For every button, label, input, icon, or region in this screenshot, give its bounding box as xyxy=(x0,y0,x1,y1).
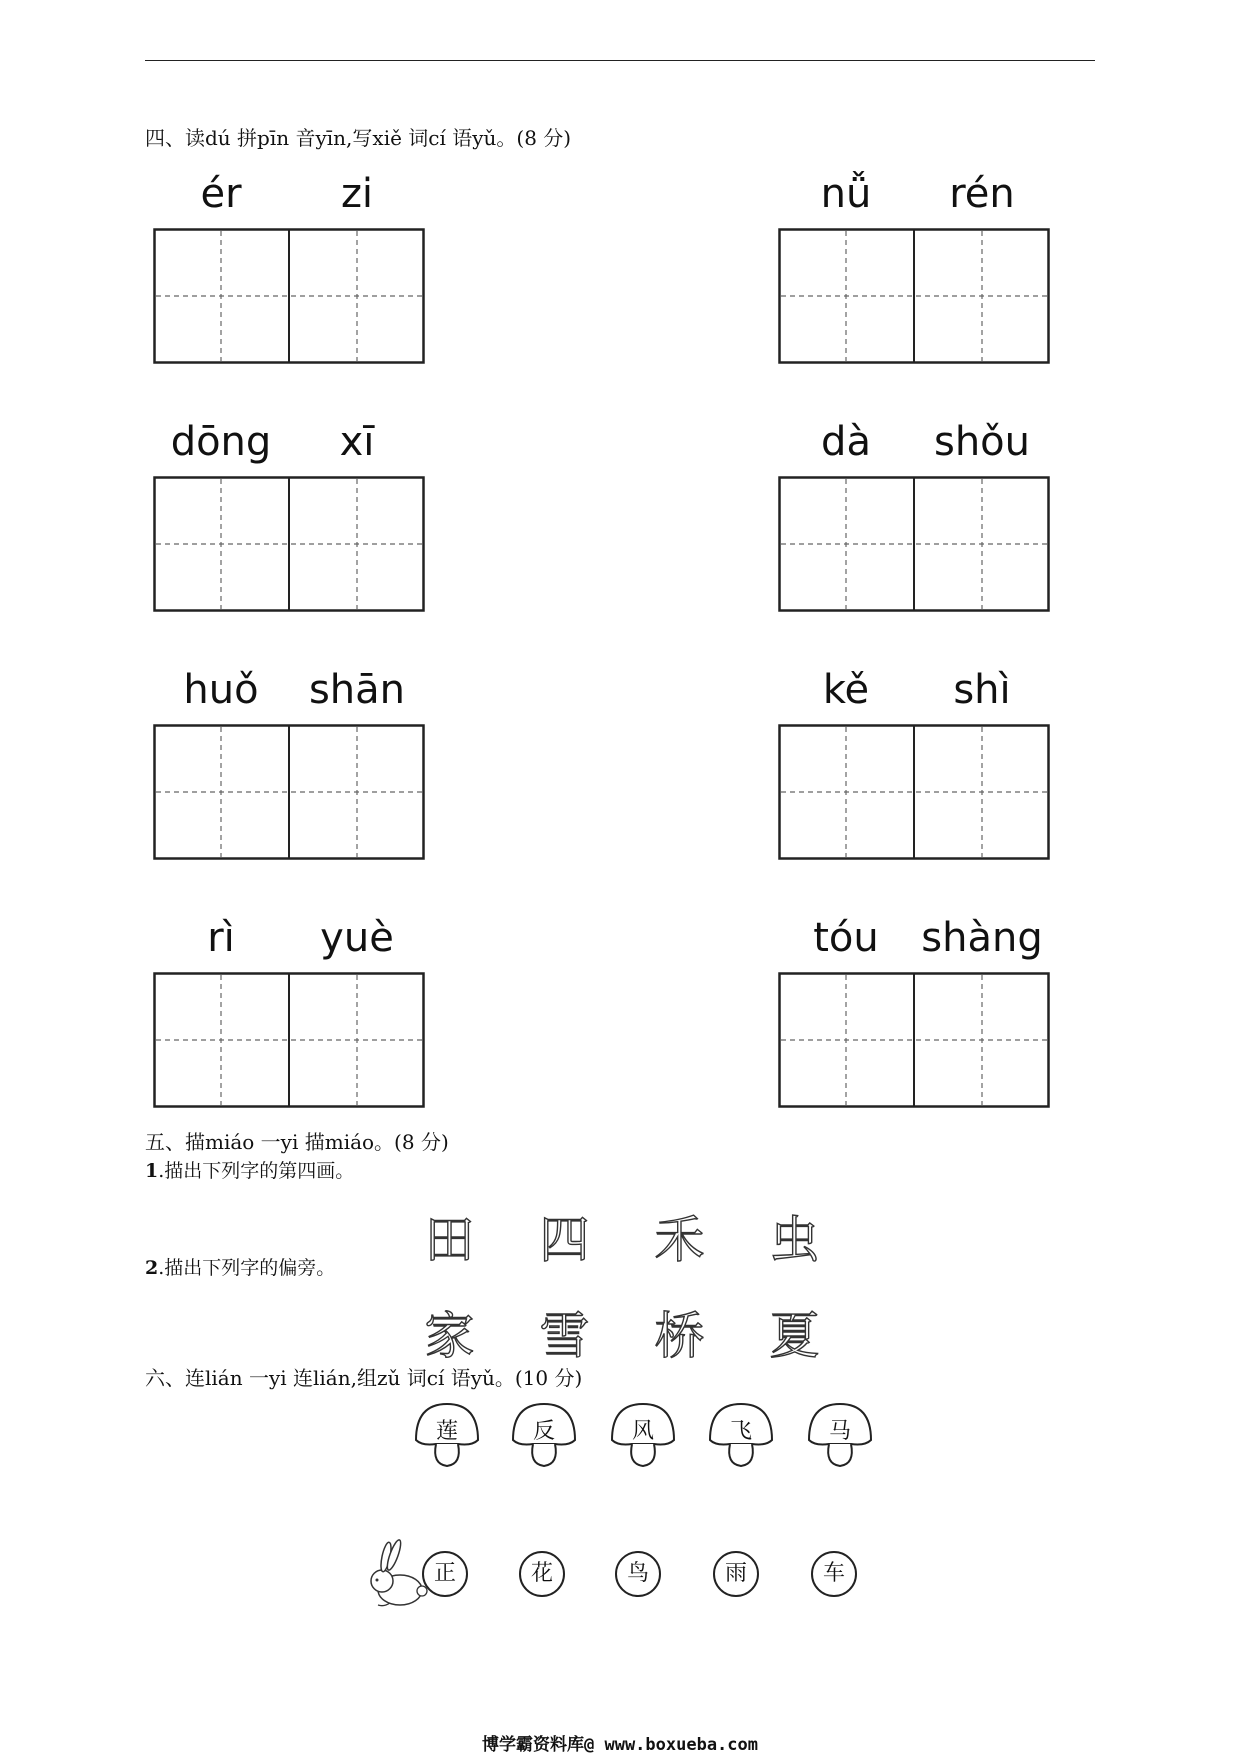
mushroom-char: 飞 xyxy=(729,1419,752,1444)
section-4-title: 四、读dú 拼pīn 音yīn,写xiě 词cí 语yǔ。(8 分) xyxy=(145,126,572,150)
pinyin-syllable-2: shàng xyxy=(921,915,1043,961)
circle-char[interactable]: 雨 xyxy=(713,1551,759,1597)
writing-grid[interactable] xyxy=(778,476,1050,612)
pinyin-syllable-2: zi xyxy=(340,171,374,217)
pinyin-syllable-1: rì xyxy=(207,915,235,961)
top-rule xyxy=(145,60,1095,61)
question-5-1 xyxy=(145,1156,354,1183)
trace-chars-row-1 xyxy=(392,1200,852,1272)
trace-char[interactable]: 虫 xyxy=(769,1211,820,1269)
section-5-title: 五、描miáo 一yi 描miáo。(8 分) xyxy=(145,1130,449,1154)
pinyin-syllable-2: yuè xyxy=(320,915,394,961)
pinyin-syllable-2: xī xyxy=(339,419,375,465)
writing-grid[interactable] xyxy=(153,972,425,1108)
pinyin-syllable-2: shì xyxy=(953,667,1011,713)
pinyin-syllable-1: dōng xyxy=(170,419,272,465)
pinyin-syllable-2: rén xyxy=(949,171,1015,217)
mushroom-card[interactable] xyxy=(805,1400,875,1470)
mushroom-card[interactable] xyxy=(706,1400,776,1470)
mushroom-card[interactable] xyxy=(412,1400,482,1470)
writing-grid[interactable] xyxy=(153,724,425,860)
trace-char[interactable]: 桥 xyxy=(654,1307,705,1365)
circle-char[interactable]: 正 xyxy=(422,1551,468,1597)
mushroom-card[interactable] xyxy=(608,1400,678,1470)
question-5-1-text: .描出下列字的第四画。 xyxy=(158,1160,355,1182)
pinyin-syllable-1: nǚ xyxy=(820,171,872,217)
circle-char[interactable]: 鸟 xyxy=(615,1551,661,1597)
footer-watermark: 博学霸资料库@ www.boxueba.com xyxy=(482,1735,758,1755)
pinyin-syllable-1: kě xyxy=(822,667,870,713)
writing-grid[interactable] xyxy=(153,476,425,612)
trace-char[interactable]: 雪 xyxy=(539,1307,590,1365)
trace-char[interactable]: 四 xyxy=(539,1211,590,1269)
mushroom-card[interactable] xyxy=(509,1400,579,1470)
mushroom-char: 反 xyxy=(532,1419,555,1444)
question-5-1-number: 1 xyxy=(145,1160,159,1182)
pinyin-syllable-1: huǒ xyxy=(183,667,259,713)
pinyin-syllable-1: ér xyxy=(200,171,242,217)
mushroom-char: 莲 xyxy=(435,1419,458,1444)
section-6-title: 六、连lián 一yi 连lián,组zǔ 词cí 语yǔ。(10 分) xyxy=(145,1366,583,1390)
trace-char[interactable]: 家 xyxy=(424,1307,475,1365)
writing-grid[interactable] xyxy=(153,228,425,364)
question-5-2-text: .描出下列字的偏旁。 xyxy=(158,1257,336,1279)
trace-char[interactable]: 田 xyxy=(424,1211,475,1269)
question-5-2 xyxy=(145,1253,335,1280)
pinyin-syllable-2: shān xyxy=(308,667,406,713)
trace-char[interactable]: 夏 xyxy=(769,1307,820,1365)
trace-chars-row-2 xyxy=(392,1296,852,1368)
pinyin-syllable-1: dà xyxy=(821,419,871,465)
writing-grid[interactable] xyxy=(778,228,1050,364)
mushroom-char: 马 xyxy=(828,1419,851,1444)
question-5-2-number: 2 xyxy=(145,1257,159,1279)
writing-grid[interactable] xyxy=(778,724,1050,860)
mushroom-char: 风 xyxy=(631,1419,654,1444)
circle-char[interactable]: 车 xyxy=(811,1551,857,1597)
pinyin-syllable-2: shǒu xyxy=(933,419,1030,465)
circle-char[interactable]: 花 xyxy=(519,1551,565,1597)
pinyin-syllable-1: tóu xyxy=(813,915,879,961)
writing-grid[interactable] xyxy=(778,972,1050,1108)
trace-char[interactable]: 禾 xyxy=(654,1211,705,1269)
